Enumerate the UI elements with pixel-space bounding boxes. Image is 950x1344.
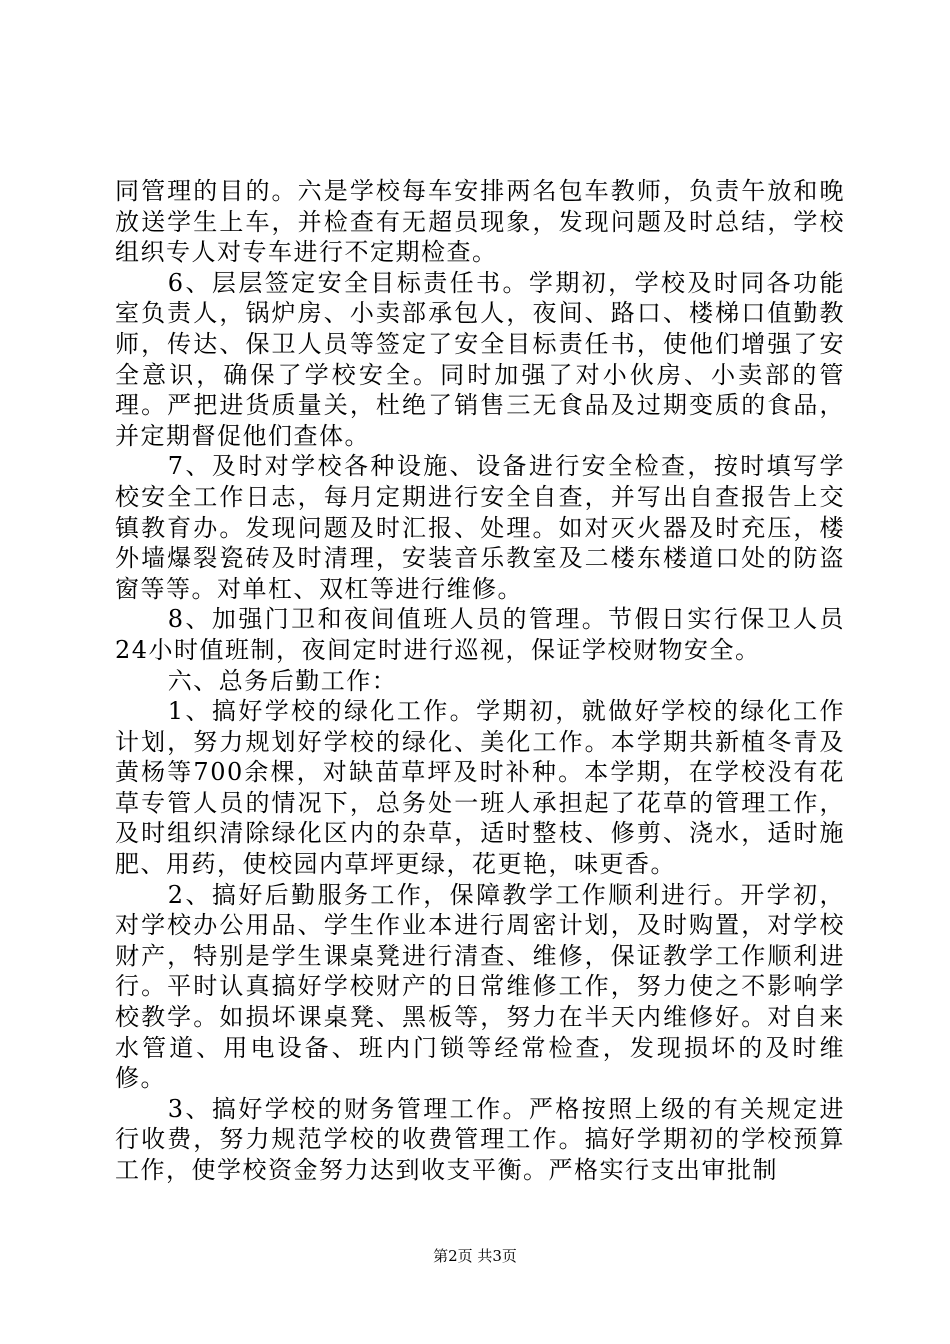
paragraph-item-1: 1、搞好学校的绿化工作。学期初，就做好学校的绿化工作计划，努力规划好学校的绿化、美化工作。本学期共新植冬青及黄杨等700余棵，对缺苗草坪及时补种。本学期，在学校没有花草专管人员的情况下，总务处一班人承担起了花草的管理工作，及时组织清除绿化区内的杂草，适时整枝、修剪、浇水，适时施肥、用药，使校园内草坪更绿，花更艳，味更香。 [115,697,845,879]
paragraph-item-2: 2、搞好后勤服务工作，保障教学工作顺利进行。开学初，对学校办公用品、学生作业本进行周密计划，及时购置，对学校财产，特别是学生课桌凳进行清查、维修，保证教学工作顺利进行。平时认真搞好学校财产的日常维修工作，努力使之不影响学校教学。如损坏课桌凳、黑板等，努力在半天内维修好。对自来水管道、用电设备、班内门锁等经常检查，发现损坏的及时维修。 [115,880,845,1093]
paragraph-item-8: 8、加强门卫和夜间值班人员的管理。节假日实行保卫人员24小时值班制，夜间定时进行巡视，保证学校财物安全。 [115,605,845,664]
page-footer: 第2页 共3页 [433,1247,517,1265]
paragraph-continuation: 同管理的目的。六是学校每车安排两名包车教师，负责午放和晚放送学生上车，并检查有无超员现象，发现问题及时总结，学校组织专人对专车进行不定期检查。 [115,177,845,267]
document-body [115,176,845,1186]
paragraph-item-3: 3、搞好学校的财务管理工作。严格按照上级的有关规定进行收费，努力规范学校的收费管理工作。搞好学期初的学校预算工作，使学校资金努力达到收支平衡。严格实行支出审批制 [115,1094,845,1184]
section-heading: 六、总务后勤工作： [167,666,398,695]
paragraph-item-6: 6、层层签定安全目标责任书。学期初，学校及时同各功能室负责人，锅炉房、小卖部承包人，夜间、路口、楼梯口值勤教师，传达、保卫人员等签定了安全目标责任书，使他们增强了安全意识，确保了学校安全。同时加强了对小伙房、小卖部的管理。严把进货质量关，杜绝了销售三无食品及过期变质的食品，并定期督促他们查体。 [115,268,845,450]
paragraph-item-7: 7、及时对学校各种设施、设备进行安全检查，按时填写学校安全工作日志，每月定期进行安全自查，并写出自查报告上交镇教育办。发现问题及时汇报、处理。如对灭火器及时充压，楼外墙爆裂瓷砖及时清理，安装音乐教室及二楼东楼道口处的防盗窗等等。对单杠、双杠等进行维修。 [115,452,845,603]
